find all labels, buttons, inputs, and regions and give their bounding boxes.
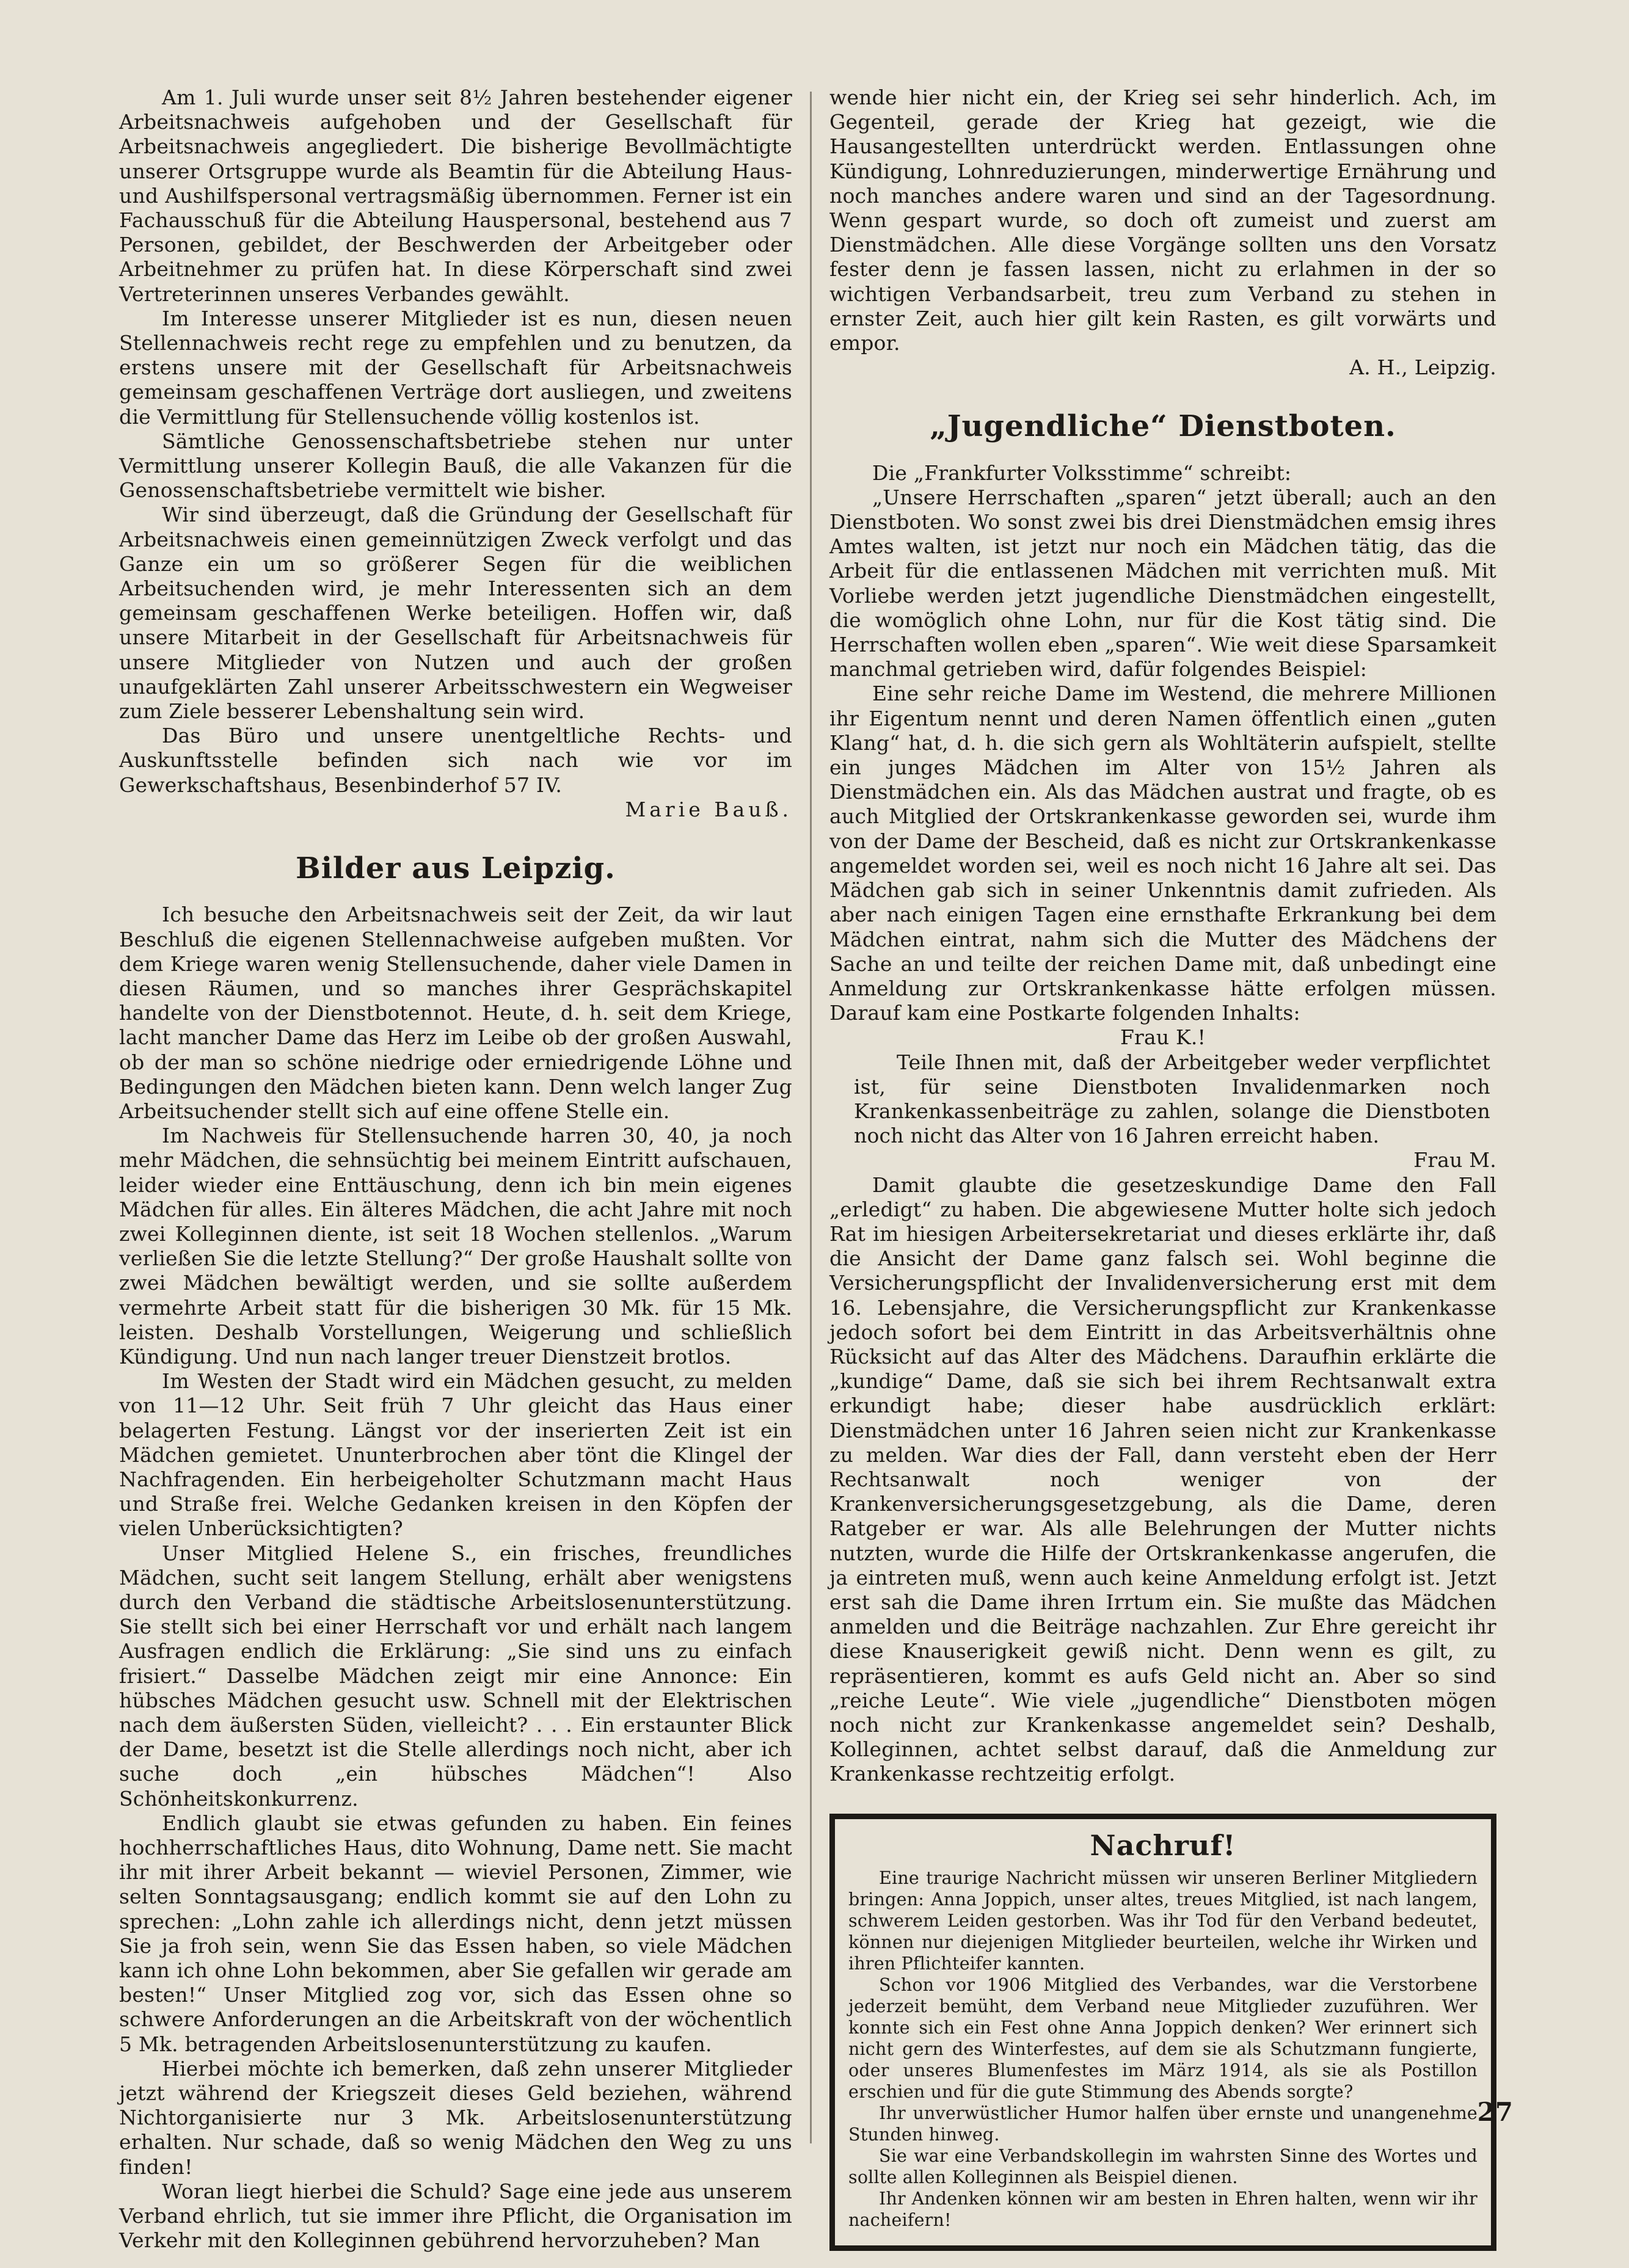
signature: A. H., Leipzig. bbox=[1349, 355, 1496, 380]
article-paragraph: Hierbei möchte ich bemerken, daß zehn unserer Mitglieder jetzt während der Kriegszeit dieses Geld beziehen, während Nichtorganisierte nur 3 Mk. Arbeitslosenunterstützung erhalten. Nur schade, daß so wenig Mädchen den Weg zu uns finden! bbox=[119, 2056, 792, 2179]
page-number: 27 bbox=[1477, 2097, 1513, 2127]
article-paragraph: wende hier nicht ein, der Krieg sei sehr hinderlich. Ach, im Gegenteil, gerade der Krieg hat gezeigt, wie die Hausangestellten unterdrückt werden. Entlassungen ohne Kündigung, Lohnreduzierungen, minderwertige Ernährung und noch manches andere waren und sind an der Tagesordnung. Wenn gespart wurde, so doch oft zumeist und zuerst am Dienstmädchen. Alle diese Vorgänge sollten uns den Vorsatz fester denn je fassen lassen, nicht zu erlahmen in der so wichtigen Verbandsarbeit, treu zum Verband zu stehen in ernster Zeit, auch hier gilt kein Rasten, es gilt vorwärts und empor. bbox=[829, 85, 1496, 355]
article-paragraph: Ich besuche den Arbeitsnachweis seit der Zeit, da wir laut Beschluß die eigenen Stellennachweise aufgeben mußten. Vor dem Kriege waren wenig Stellensuchende, daher viele Damen in diesen Räumen, und so manches ihrer Gesprächskapitel handelte von der Dienstbotennot. Heute, d. h. seit dem Kriege, lacht mancher Dame das Herz im Leibe ob der großen Auswahl, ob der man so schöne niedrige oder erniedrigende Löhne und Bedingungen den Mädchen bieten kann. Denn welch langer Zug Arbeitsuchender stellt sich auf eine offene Stelle ein. bbox=[119, 903, 792, 1123]
obituary-box bbox=[829, 1814, 1496, 2251]
article-paragraph: Unser Mitglied Helene S., ein frisches, freundliches Mädchen, sucht seit langem Stellung, erhält aber wenigstens durch den Verband die städtische Arbeitslosenunterstützung. Sie stellt sich bei einer Herrschaft vor und erhält nach langem Ausfragen endlich die Erklärung: „Sie sind uns zu einfach frisiert.“ Dasselbe Mädchen zeigt mir eine Annonce: Ein hübsches Mädchen gesucht usw. Schnell mit der Elektrischen nach dem äußersten Süden, vielleicht? . . . Ein erstaunter Blick der Dame, besetzt ist die Stelle allerdings noch nicht, aber ich suche doch „ein hübsches Mädchen“! Also Schönheitskonkurrenz. bbox=[119, 1541, 792, 1811]
article-paragraph: Das Büro und unsere unentgeltliche Rechts- und Auskunftsstelle befinden sich nach wie vor im Gewerkschaftshaus, Besenbinderhof 57 IV. bbox=[119, 724, 792, 797]
article-paragraph: Wir sind überzeugt, daß die Gründung der Gesellschaft für Arbeitsnachweis einen gemeinnützigen Zweck verfolgt und das Ganze ein um so größerer Segen für die weiblichen Arbeitsuchenden wird, je mehr Interessenten sich an dem gemeinsam geschaffenen Werke beteiligen. Hoffen wir, daß unsere Mitarbeit in der Gesellschaft für Arbeitsnachweis für unsere Mitglieder von Nutzen und auch der großen unaufgeklärten Zahl unserer Arbeitsschwestern ein Wegweiser zum Ziele besserer Lebenshaltung sein wird. bbox=[119, 503, 792, 724]
obituary-heading: Nachruf! bbox=[1090, 1828, 1236, 1862]
article-paragraph: Eine sehr reiche Dame im Westend, die mehrere Millionen ihr Eigentum nennt und deren Namen öffentlich einen „guten Klang“ hat, d. h. die sich gern als Wohltäterin aufspielt, stellte ein junges Mädchen im Alter von 15½ Jahren als Dienstmädchen ein. Als das Mädchen austrat und fragte, ob es auch Mitglied der Ortskrankenkasse geworden sei, wurde ihm von der Dame der Bescheid, daß es nicht zur Ortskrankenkasse angemeldet worden sei, weil es noch nicht 16 Jahre alt sei. Das Mädchen gab sich in seiner Unkenntnis damit zufrieden. Als aber nach einigen Tagen eine ernsthafte Erkrankung bei dem Mädchen eintrat, nahm sich die Mutter des Mädchens der Sache an und teilte der reichen Dame mit, daß unbedingt eine Anmeldung zur Ortskrankenkasse hätte erfolgen müssen. Darauf kam eine Postkarte folgenden Inhalts: bbox=[829, 681, 1496, 1025]
article-paragraph: Endlich glaubt sie etwas gefunden zu haben. Ein feines hochherrschaftliches Haus, dito Wohnung, Dame nett. Sie macht ihr mit ihrer Arbeit bekannt — wieviel Personen, Zimmer, wie selten Sonntagsausgang; endlich kommt sie auf den Lohn zu sprechen: „Lohn zahle ich allerdings nicht, denn jetzt müssen Sie ja froh sein, wenn Sie das Essen haben, so viele Mädchen kann ich ohne Lohn bekommen, aber Sie gefallen wir gerade am besten!“ Unser Mitglied zog vor, sich das Essen ohne so schwere Anforderungen an die Arbeitskraft von der wöchentlich 5 Mk. betragenden Arbeitslosenunterstützung zu kaufen. bbox=[119, 1811, 792, 2056]
article-paragraph: „Unsere Herrschaften „sparen“ jetzt überall; auch an den Dienstboten. Wo sonst zwei bis drei Dienstmädchen emsig ihres Amtes walten, ist jetzt nur noch ein Mädchen tätig, das die Arbeit für die entlassenen Mädchen mit verrichten muß. Mit Vorliebe werden jetzt jugendliche Dienstmädchen eingestellt, die womöglich ohne Lohn, nur für die Kost tätig sind. Die Herrschaften wollen eben „sparen“. Wie weit diese Sparsamkeit manchmal getrieben wird, dafür folgendes Beispiel: bbox=[829, 485, 1496, 681]
article-paragraph: Die „Frankfurter Volksstimme“ schreibt: bbox=[872, 460, 1292, 485]
article-paragraph: Sämtliche Genossenschaftsbetriebe stehen nur unter Vermittlung unserer Kollegin Bauß, die alle Vakanzen für die Genossenschaftsbetriebe vermittelt wie bisher. bbox=[119, 429, 792, 503]
article-paragraph: Im Westen der Stadt wird ein Mädchen gesucht, zu melden von 11—12 Uhr. Seit früh 7 Uhr gleicht das Haus einer belagerten Festung. Längst vor der inserierten Zeit ist ein Mädchen gemietet. Ununterbrochen aber tönt die Klingel der Nachfragenden. Ein herbeigeholter Schutzmann macht Haus und Straße frei. Welche Gedanken kreisen in den Köpfen der vielen Unberücksichtigten? bbox=[119, 1369, 792, 1541]
article-paragraph: Im Nachweis für Stellensuchende harren 30, 40, ja noch mehr Mädchen, die sehnsüchtig bei meinem Eintritt aufschauen, leider wieder eine Enttäuschung, denn ich bin mein eigenes Mädchen für alles. Ein älteres Mädchen, die acht Jahre mit noch zwei Kolleginnen diente, ist seit 18 Wochen stellenlos. „Warum verließen Sie die letzte Stellung?“ Der große Haushalt sollte von zwei Mädchen bewältigt werden, und sie sollte außerdem vermehrte Arbeit statt für die bisherigen 30 Mk. für 15 Mk. leisten. Deshalb Vorstellungen, Weigerung und schließlich Kündigung. Und nun nach langer treuer Dienstzeit brotlos. bbox=[119, 1124, 792, 1368]
postcard-signature: Frau M. bbox=[1413, 1148, 1496, 1172]
right-column bbox=[829, 85, 1496, 2230]
signature: Marie Bauß. bbox=[625, 797, 792, 821]
obituary-paragraph: Ihr unverwüstlicher Humor halfen über ernste und unangenehme Stunden hinweg. bbox=[848, 2103, 1478, 2145]
article-paragraph: Woran liegt hierbei die Schuld? Sage eine jede aus unserem Verband ehrlich, tut sie immer ihre Pflicht, die Organisation im Verkehr mit den Kolleginnen gebührend hervorzuheben? Man bbox=[119, 2179, 792, 2253]
article-paragraph: Damit glaubte die gesetzeskundige Dame den Fall „erledigt“ zu haben. Die abgewiesene Mutter holte sich jedoch Rat im hiesigen Arbeitersekretariat und dieses erklärte ihr, daß die Ansicht der Dame ganz falsch sei. Wohl beginne die Versicherungspflicht der Invalidenversicherung erst mit dem 16. Lebensjahre, die Versicherungspflicht zur Krankenkasse jedoch sofort bei dem Eintritt in das Arbeitsverhältnis ohne Rücksicht auf das Alter des Mädchens. Daraufhin erklärte die „kundige“ Dame, daß sie sich bei ihrem Rechtsanwalt extra erkundigt habe; dieser habe ausdrücklich erklärt: Dienstmädchen unter 16 Jahren seien nicht zur Krankenkasse zu melden. War dies der Fall, dann versteht eben der Herr Rechtsanwalt noch weniger von der Krankenversicherungsgesetzgebung, als die Dame, deren Ratgeber er war. Als alle Belehrungen der Mutter nichts nutzten, wurde die Hilfe der Ortskrankenkasse angerufen, die ja eintreten muß, wenn auch keine Anmeldung erfolgt ist. Jetzt erst sah die Dame ihren Irrtum ein. Sie mußte das Mädchen anmelden und die Beiträge nachzahlen. Zur Ehre gereicht ihr diese Knauserigkeit gewiß nicht. Denn wenn es gilt, zu repräsentieren, kommt es aufs Geld nicht an. Aber so sind „reiche Leute“. Wie viele „jugendliche“ Dienstboten mögen noch nicht zur Krankenkasse angemeldet sein? Deshalb, Kolleginnen, achtet selbst darauf, daß die Anmeldung zur Krankenkasse rechtzeitig erfolgt. bbox=[829, 1172, 1496, 1786]
article-paragraph: Am 1. Juli wurde unser seit 8½ Jahren bestehender eigener Arbeitsnachweis aufgehoben und der Gesellschaft für Arbeitsnachweis angegliedert. Die bisherige Bevollmächtigte unserer Ortsgruppe wurde als Beamtin für die Abteilung Haus- und Aushilfspersonal vertragsmäßig übernommen. Ferner ist ein Fachausschuß für die Abteilung Hauspersonal, bestehend aus 7 Personen, gebildet, der Beschwerden der Arbeitgeber oder Arbeitnehmer zu prüfen hat. In diese Körperschaft sind zwei Vertreterinnen unseres Verbandes gewählt. bbox=[119, 85, 792, 306]
article-heading: „Jugendliche“ Dienstboten. bbox=[930, 409, 1396, 444]
postcard-body: Teile Ihnen mit, daß der Arbeitgeber weder verpflichtet ist, für seine Dienstboten Invalidenmarken noch Krankenkassenbeiträge zu zahlen, solange die Dienstboten noch nicht das Alter von 16 Jahren erreicht haben. bbox=[854, 1050, 1490, 1148]
article-paragraph: Im Interesse unserer Mitglieder ist es nun, diesen neuen Stellennachweis recht rege zu empfehlen und zu benutzen, da erstens unsere mit der Gesellschaft für Arbeitsnachweis gemeinsam geschaffenen Verträge dort ausliegen, und zweitens die Vermittlung für Stellensuchende völlig kostenlos ist. bbox=[119, 306, 792, 429]
left-column bbox=[119, 85, 792, 2253]
column-divider bbox=[810, 92, 812, 2143]
obituary-paragraph: Schon vor 1906 Mitglied des Verbandes, war die Verstorbene jederzeit bemüht, dem Verband neue Mitglieder zuzuführen. Wer konnte sich ein Fest ohne Anna Joppich denken? Wer erinnert sich nicht gern des Winterfestes, auf dem sie als Schutzmann fungierte, oder unseres Blumenfestes im März 1914, als sie als Postillon erschien und für die gute Stimmung des Abends sorgte? bbox=[848, 1974, 1478, 2102]
article-heading: Bilder aus Leipzig. bbox=[296, 851, 616, 886]
obituary-paragraph: Eine traurige Nachricht müssen wir unseren Berliner Mitgliedern bringen: Anna Joppich, unser altes, treues Mitglied, ist nach langem, schwerem Leiden gestorben. Was ihr Tod für den Verband bedeutet, können nur diejenigen Mitglieder beurteilen, welche ihr Wirken und ihren Pflichteifer kannten. bbox=[848, 1867, 1478, 1974]
obituary-paragraph: Sie war eine Verbandskollegin im wahrsten Sinne des Wortes und sollte allen Kolleginnen als Beispiel dienen. bbox=[848, 2145, 1478, 2187]
postcard-salutation: Frau K.! bbox=[1120, 1025, 1206, 1050]
obituary-paragraph: Ihr Andenken können wir am besten in Ehren halten, wenn wir ihr nacheifern! bbox=[848, 2188, 1478, 2230]
